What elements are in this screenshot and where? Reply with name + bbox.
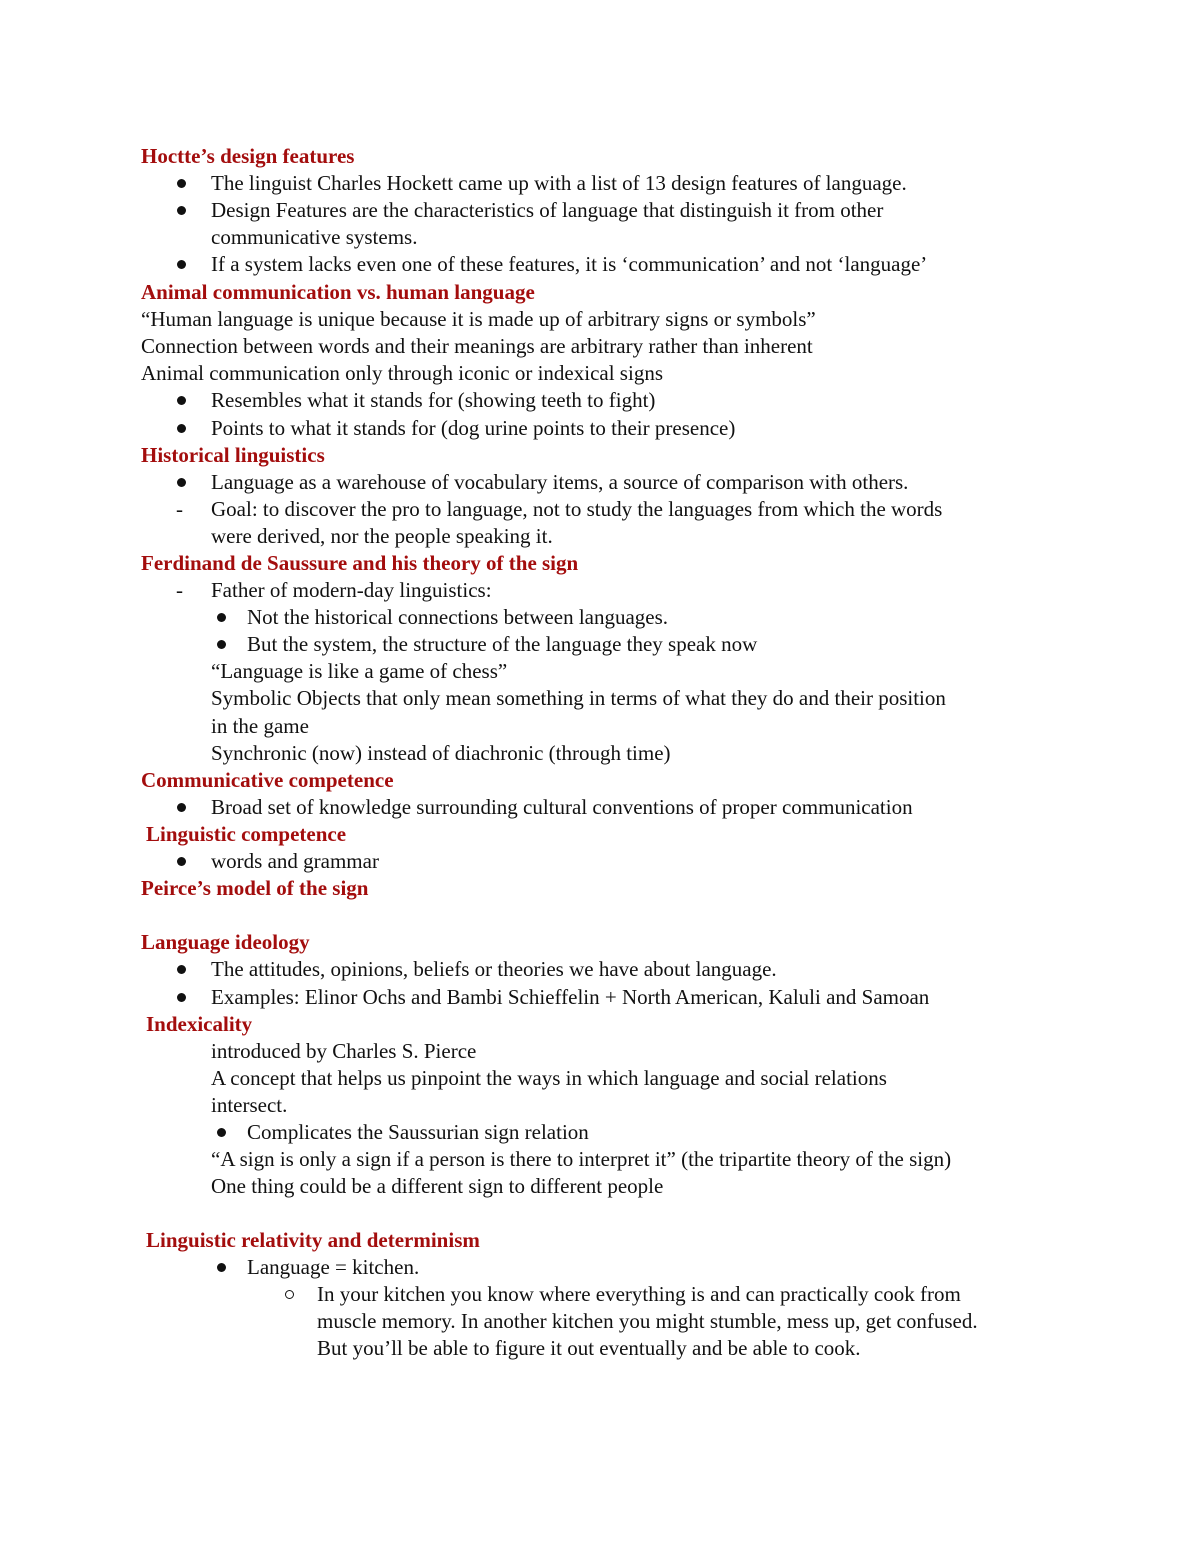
relativity-bullet-1: Language = kitchen.	[247, 1255, 420, 1279]
historical-bullet-1: Language as a warehouse of vocabulary items, a source of comparison with others.	[211, 470, 909, 494]
heading-saussure: Ferdinand de Saussure and his theory of the sign	[141, 551, 579, 575]
bullet-icon	[217, 613, 226, 622]
bullet-icon	[177, 179, 186, 188]
hockett-bullet-1: The linguist Charles Hockett came up with a list of 13 design features of language.	[211, 171, 907, 195]
bullet-icon	[217, 1128, 226, 1137]
heading-communicative-competence: Communicative competence	[141, 768, 394, 792]
bullet-icon	[177, 260, 186, 269]
saussure-dash-1: Father of modern-day linguistics:	[211, 578, 492, 602]
hockett-bullet-2-line-2: communicative systems.	[211, 225, 418, 249]
hollow-bullet-icon	[285, 1290, 294, 1299]
indexicality-paragraph-1: introduced by Charles S. Pierce	[211, 1039, 477, 1063]
heading-peirce: Peirce’s model of the sign	[141, 876, 369, 900]
animal-paragraph-2: Connection between words and their meanings are arbitrary rather than inherent	[141, 334, 813, 358]
historical-dash-1-line-2: were derived, nor the people speaking it.	[211, 524, 553, 548]
saussure-bullet-1: Not the historical connections between languages.	[247, 605, 669, 629]
heading-indexicality: Indexicality	[146, 1012, 253, 1036]
relativity-sub-bullet-line-3: But you’ll be able to figure it out eventually and be able to cook.	[317, 1336, 861, 1360]
indexicality-paragraph-4: One thing could be a different sign to different people	[211, 1174, 664, 1198]
relativity-sub-bullet-line-1: In your kitchen you know where everything is and can practically cook from	[317, 1282, 961, 1306]
dash-bullet-icon: -	[176, 497, 183, 521]
animal-paragraph-3: Animal communication only through iconic or indexical signs	[141, 361, 663, 385]
bullet-icon	[177, 993, 186, 1002]
linguistic-competence-bullet-1: words and grammar	[211, 849, 379, 873]
historical-dash-1-line-1: Goal: to discover the pro to language, not to study the languages from which the words	[211, 497, 943, 521]
bullet-icon	[177, 396, 186, 405]
indexicality-bullet-1: Complicates the Saussurian sign relation	[247, 1120, 589, 1144]
saussure-paragraph-2-line-2: in the game	[211, 714, 309, 738]
saussure-paragraph-1: “Language is like a game of chess”	[211, 659, 508, 683]
saussure-paragraph-2-line-1: Symbolic Objects that only mean something in terms of what they do and their position	[211, 686, 946, 710]
ideology-bullet-2: Examples: Elinor Ochs and Bambi Schieffelin + North American, Kaluli and Samoan	[211, 985, 930, 1009]
relativity-sub-bullet-line-2: muscle memory. In another kitchen you might stumble, mess up, get confused.	[317, 1309, 978, 1333]
indexicality-paragraph-3: “A sign is only a sign if a person is there to interpret it” (the tripartite theory of the sign)	[211, 1147, 952, 1171]
indexicality-paragraph-2-line-2: intersect.	[211, 1093, 288, 1117]
heading-hockett: Hoctte’s design features	[141, 144, 355, 168]
heading-linguistic-relativity: Linguistic relativity and determinism	[146, 1228, 480, 1252]
bullet-icon	[177, 206, 186, 215]
animal-paragraph-1: “Human language is unique because it is made up of arbitrary signs or symbols”	[141, 307, 816, 331]
bullet-icon	[217, 1263, 226, 1272]
heading-historical-linguistics: Historical linguistics	[141, 443, 325, 467]
heading-language-ideology: Language ideology	[141, 930, 310, 954]
heading-linguistic-competence: Linguistic competence	[146, 822, 347, 846]
bullet-icon	[177, 965, 186, 974]
saussure-paragraph-3: Synchronic (now) instead of diachronic (through time)	[211, 741, 671, 765]
indexicality-paragraph-2-line-1: A concept that helps us pinpoint the ways in which language and social relations	[211, 1066, 887, 1090]
bullet-icon	[177, 803, 186, 812]
hockett-bullet-3: If a system lacks even one of these features, it is ‘communication’ and not ‘language’	[211, 252, 928, 276]
hockett-bullet-2-line-1: Design Features are the characteristics of language that distinguish it from other	[211, 198, 884, 222]
animal-bullet-2: Points to what it stands for (dog urine points to their presence)	[211, 416, 736, 440]
bullet-icon	[217, 640, 226, 649]
bullet-icon	[177, 424, 186, 433]
bullet-icon	[177, 478, 186, 487]
dash-bullet-icon: -	[176, 578, 183, 602]
heading-animal-communication: Animal communication vs. human language	[141, 280, 535, 304]
saussure-bullet-2: But the system, the structure of the language they speak now	[247, 632, 758, 656]
bullet-icon	[177, 857, 186, 866]
communicative-bullet-1: Broad set of knowledge surrounding cultural conventions of proper communication	[211, 795, 913, 819]
ideology-bullet-1: The attitudes, opinions, beliefs or theories we have about language.	[211, 957, 777, 981]
animal-bullet-1: Resembles what it stands for (showing teeth to fight)	[211, 388, 656, 412]
